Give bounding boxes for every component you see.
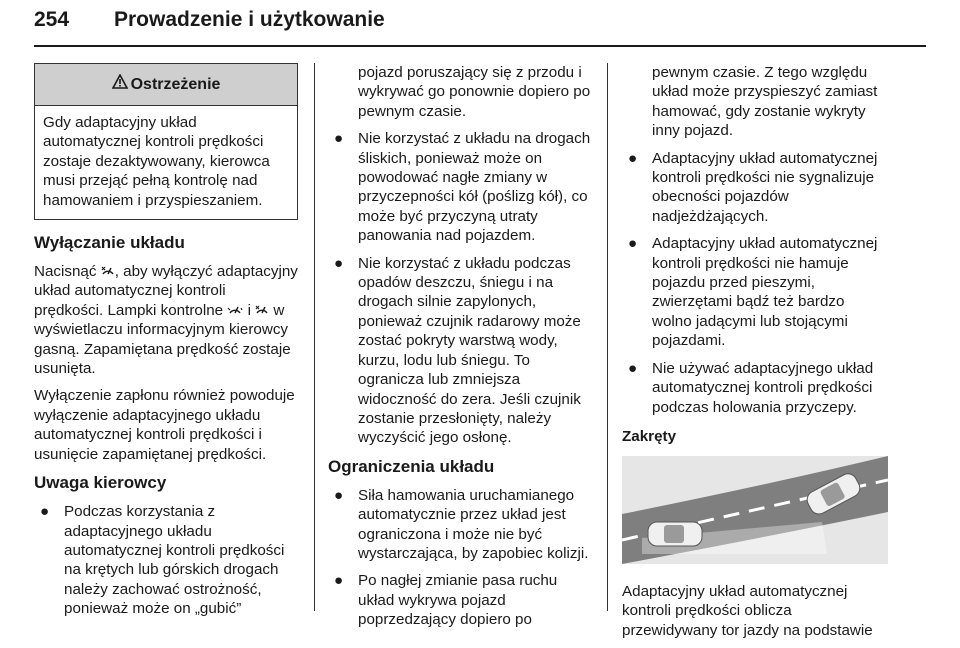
paragraph-curves: Adaptacyjny układ automatycznej kontroli prędkości oblicza przewidywany tor jazdy na podstawie (622, 582, 873, 639)
heading-deactivation: Wyłączanie układu (34, 233, 185, 253)
bullet-icon: ● (334, 130, 344, 148)
list-item-continuation: pewnym czasie. Z tego względu układ może przyspieszyć zamiast hamować, gdy zostanie wykryty inny pojazd. (652, 64, 878, 140)
list-item (622, 149, 888, 227)
page-header (34, 8, 926, 48)
cruise-control-icon (255, 303, 269, 318)
list-item-text: Nie korzystać z układu podczas opadów deszczu, śniegu i na drogach silnie zapylonych, ponieważ czujnik radarowy może zostać pokryty warstwą wody, kurzu, lodu lub śniegu. To ogranicza lub zmniejsza widoczność do zera. Jeśli czujnik zostanie przesłonięty, należy wyczyścić jego osłonę. (358, 254, 581, 447)
warning-header (35, 64, 297, 106)
list-item (622, 234, 888, 350)
warning-triangle-icon (112, 74, 128, 94)
warning-title: Ostrzeżenie (130, 75, 221, 93)
list-item (34, 502, 298, 618)
text-fragment: , aby wyłączyć adaptacyjny układ automatycznej kontroli prędkości. Lampki kontrolne (34, 263, 298, 319)
bullet-icon: ● (334, 486, 344, 504)
bullet-icon: ● (334, 254, 344, 272)
header-divider (34, 45, 926, 47)
column-1 (34, 63, 298, 627)
warning-text: Gdy adaptacyjny układ automatycznej kontroli prędkości zostaje dezaktywowany, kierowca musi przejąć pełną kontrolę nad hamowaniem i przyspieszaniem. (43, 114, 270, 209)
curve-illustration (622, 456, 888, 564)
limits-list (328, 486, 592, 630)
bullet-icon: ● (628, 149, 638, 167)
cruise-control-icon (101, 264, 115, 279)
paragraph-deactivation-2: Wyłączenie zapłonu również powoduje wyłączenie adaptacyjnego układu automatycznej kontroli prędkości i usunięcie zapamiętanej prędkości. (34, 387, 295, 463)
column-divider-2 (607, 63, 608, 611)
text-fragment: i (247, 301, 251, 319)
column-2 (328, 63, 592, 638)
page-title: Prowadzenie i użytkowanie (114, 8, 385, 31)
heading-curves: Zakręty (622, 427, 677, 445)
list-item-continuation: pojazd poruszający się z przodu i wykrywać go ponownie dopiero po pewnym czasie. (358, 64, 591, 120)
page-number: 254 (34, 8, 70, 31)
list-item (328, 254, 592, 448)
list-item-text: Adaptacyjny układ automatycznej kontroli prędkości nie sygnalizuje obecności pojazdów nadjeżdżających. (652, 149, 878, 225)
heading-limits: Ograniczenia układu (328, 456, 495, 476)
column-divider-1 (314, 63, 315, 611)
list-item-text: Nie używać adaptacyjnego układ automatycznej kontroli prędkości podczas holowania przyczepy. (652, 359, 874, 416)
bullet-icon: ● (334, 572, 344, 590)
limits-list-cont (622, 149, 888, 417)
warning-box (34, 63, 298, 220)
driver-attention-list-cont (328, 129, 592, 448)
list-item-text: Siła hamowania uruchamianego automatycznie przez układ jest ograniczona i może nie być wystarczająca, by zapobiec kolizji. (358, 486, 589, 562)
list-item (328, 571, 592, 629)
text-fragment: Nacisnąć (34, 263, 97, 281)
list-item (328, 486, 592, 564)
bullet-icon: ● (628, 235, 638, 253)
curve-illustration-svg (622, 456, 888, 564)
list-item-text: Po nagłej zmianie pasa ruchu układ wykrywa pojazd poprzedzający dopiero po (358, 572, 558, 629)
text-fragment: w wyświetlaczu informacyjnym kierowcy gasną. Zapamiętana prędkość zostaje usunięta. (34, 301, 291, 378)
driver-attention-list (34, 502, 298, 618)
list-item (328, 129, 592, 245)
column-3 (622, 63, 888, 648)
list-item-text: Nie korzystać z układu na drogach śliskich, ponieważ może on powodować nagłe zmiany w przyczepności kół (poślizg kół), co może być przyczyną utraty panowania nad pojazdem. (358, 130, 591, 245)
bullet-icon: ● (628, 359, 638, 377)
list-item-text: Podczas korzystania z adaptacyjnego układu automatycznej kontroli prędkości na krętych lub górskich drogach należy zachować ostrożność, ponieważ może on „gubić” (64, 503, 285, 618)
paragraph-deactivation-1 (34, 262, 298, 378)
adaptive-cruise-lamp-icon (227, 303, 243, 318)
list-item-text: Adaptacyjny układ automatycznej kontroli prędkości nie hamuje pojazdu przed pieszymi, zwierzętami bądź też bardzo wolno jadącymi lub stojącymi pojazdami. (652, 235, 878, 350)
bullet-icon: ● (40, 503, 50, 521)
list-item (622, 359, 888, 417)
heading-driver-attention: Uwaga kierowcy (34, 473, 167, 493)
